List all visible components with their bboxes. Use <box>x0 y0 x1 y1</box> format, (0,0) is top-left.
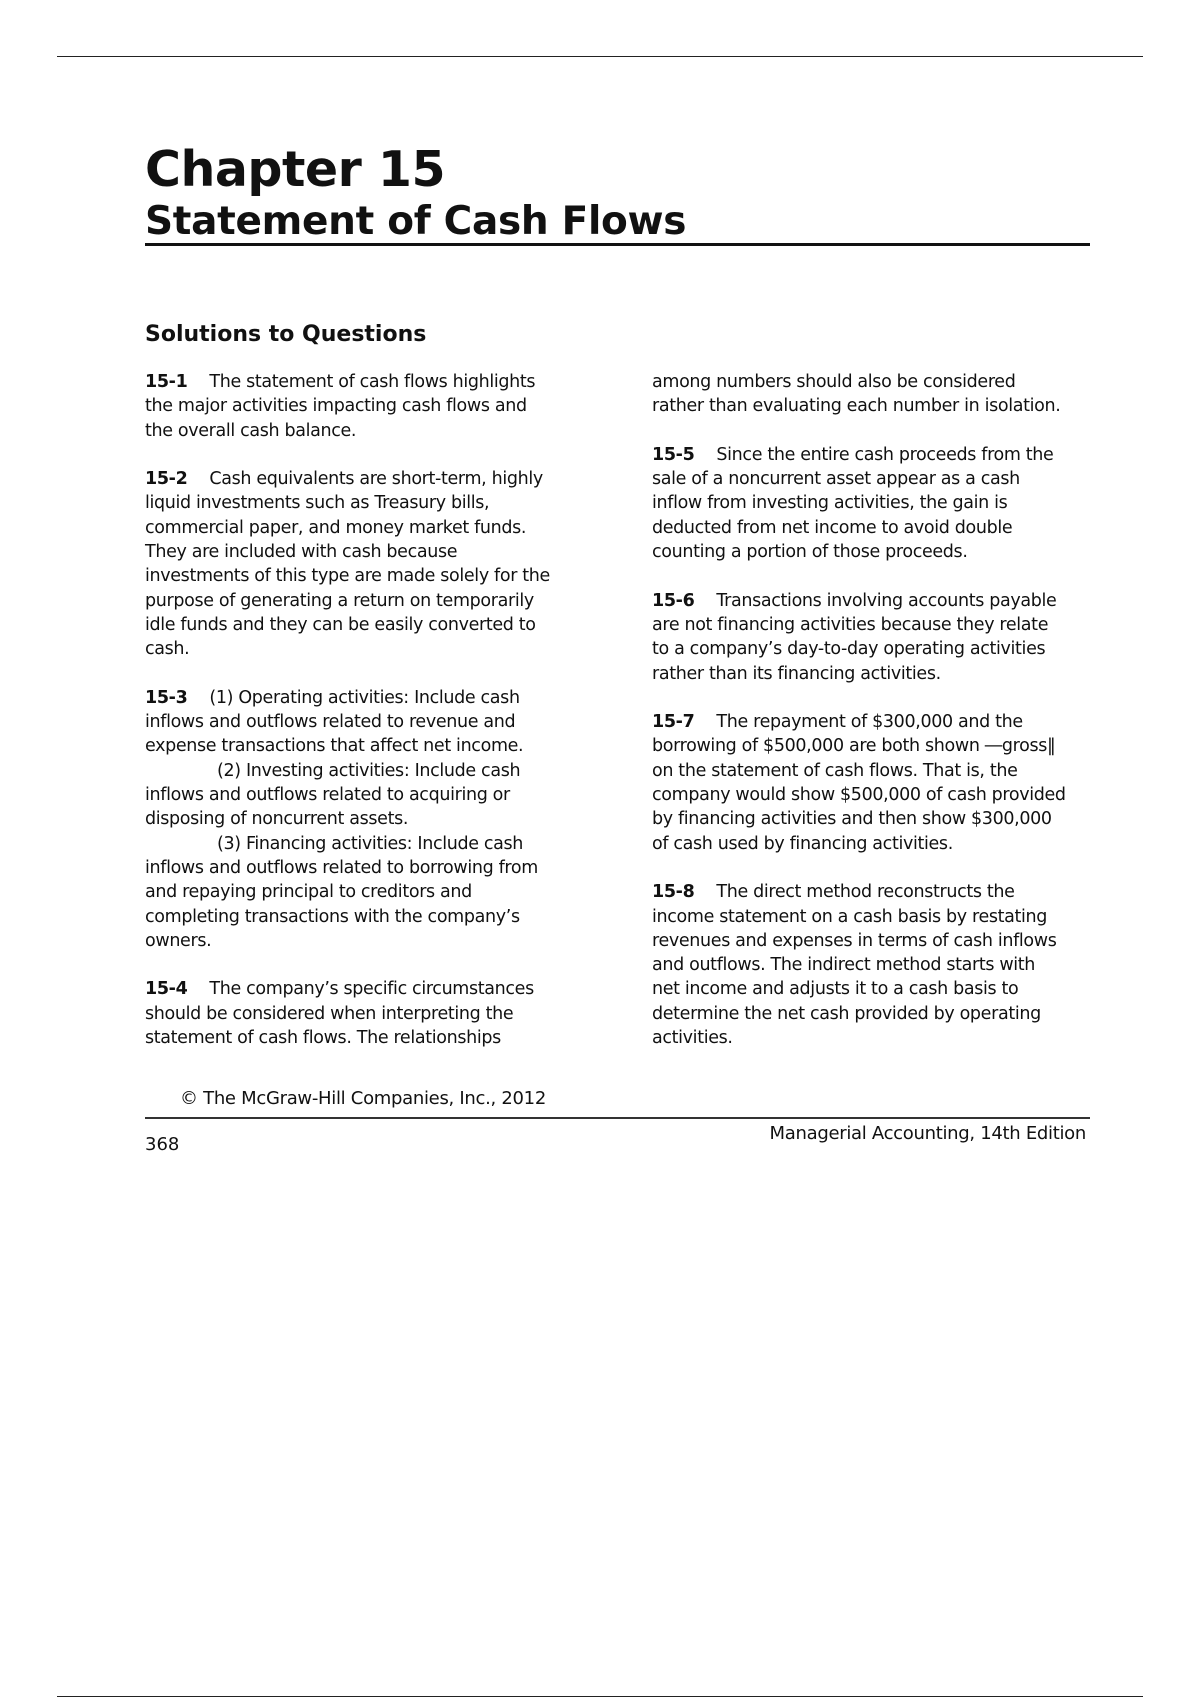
question-number: 15-8 <box>652 882 695 903</box>
answer-line: company would show $500,000 of cash provided <box>652 785 1066 806</box>
question-number: 15-4 <box>145 979 188 1000</box>
answer-line: Cash equivalents are short-term, highly <box>209 469 543 490</box>
answer-line: inflows and outflows related to acquiring or <box>145 785 510 806</box>
answer-line: liquid investments such as Treasury bills, <box>145 493 490 514</box>
answer-line: the major activities impacting cash flows and <box>145 396 527 417</box>
book-title: Managerial Accounting, 14th Edition <box>769 1123 1086 1144</box>
answer-line: The direct method reconstructs the <box>716 882 1015 903</box>
answer-line: They are included with cash because <box>145 542 458 563</box>
answer-line: among numbers should also be considered <box>652 372 1016 392</box>
answer-line: disposing of noncurrent assets. <box>145 809 409 830</box>
question-15-3 <box>145 686 570 953</box>
answer-line: deducted from net income to avoid double <box>652 517 1013 538</box>
answer-line: Since the entire cash proceeds from the <box>716 444 1054 465</box>
question-15-5 <box>652 443 1097 564</box>
answer-line: rather than evaluating each number in isolation. <box>652 396 1061 417</box>
question-15-7 <box>652 710 1097 856</box>
answer-line: sale of a noncurrent asset appear as a cash <box>652 469 1020 490</box>
answer-line: (3) Financing activities: Include cash <box>217 833 524 854</box>
question-15-4 <box>145 977 570 1050</box>
answer-line: by financing activities and then show $300,000 <box>652 809 1052 830</box>
answer-line: on the statement of cash flows. That is, the <box>652 760 1018 781</box>
answer-line: cash. <box>145 639 190 660</box>
question-15-1 <box>145 370 570 443</box>
answer-line: the overall cash balance. <box>145 420 357 441</box>
question-number: 15-1 <box>145 372 188 392</box>
left-column <box>145 370 570 1075</box>
answer-line: The repayment of $300,000 and the <box>716 712 1023 733</box>
answer-line: completing transactions with the company’s <box>145 906 520 927</box>
question-number: 15-6 <box>652 590 695 611</box>
answer-line: should be considered when interpreting the <box>145 1003 514 1024</box>
answer-line: determine the net cash provided by operating <box>652 1003 1041 1024</box>
answer-line: are not financing activities because they relate <box>652 614 1049 635</box>
answer-line: and repaying principal to creditors and <box>145 882 472 903</box>
answer-line: revenues and expenses in terms of cash inflows <box>652 930 1057 951</box>
question-number: 15-2 <box>145 469 188 490</box>
chapter-title: Statement of Cash Flows <box>145 199 687 244</box>
answer-line: The company’s specific circumstances <box>209 979 534 1000</box>
question-15-4-continued <box>652 370 1097 419</box>
answer-line: of cash used by financing activities. <box>652 833 953 854</box>
answer-line: commercial paper, and money market funds. <box>145 517 527 538</box>
answer-line: statement of cash flows. The relationships <box>145 1028 501 1049</box>
answer-line: inflows and outflows related to revenue and <box>145 712 516 733</box>
chapter-number: Chapter 15 <box>145 141 446 198</box>
section-heading: Solutions to Questions <box>145 322 427 347</box>
answer-line: borrowing of $500,000 are both shown ―gross‖ <box>652 736 1056 757</box>
answer-line: activities. <box>652 1028 733 1049</box>
bottom-rule <box>57 1696 1143 1697</box>
answer-line: inflow from investing activities, the gain is <box>652 493 1008 514</box>
answer-line: to a company’s day-to-day operating activities <box>652 639 1046 660</box>
question-number: 15-7 <box>652 712 695 733</box>
question-number: 15-5 <box>652 444 695 465</box>
answer-line: Transactions involving accounts payable <box>716 590 1057 611</box>
question-15-2 <box>145 467 570 661</box>
copyright-notice: © The McGraw-Hill Companies, Inc., 2012 <box>180 1088 546 1109</box>
answer-line: and outflows. The indirect method starts with <box>652 955 1036 976</box>
answer-line: owners. <box>145 930 212 951</box>
top-rule <box>57 56 1143 57</box>
title-underline <box>145 243 1090 246</box>
question-number: 15-3 <box>145 687 188 708</box>
question-15-6 <box>652 589 1097 686</box>
answer-line: rather than its financing activities. <box>652 663 941 684</box>
answer-line: net income and adjusts it to a cash basis to <box>652 979 1019 1000</box>
answer-line: idle funds and they can be easily converted to <box>145 614 536 635</box>
answer-line: investments of this type are made solely for the <box>145 566 550 587</box>
answer-line: (2) Investing activities: Include cash <box>217 760 521 781</box>
answer-line: The statement of cash flows highlights <box>209 372 536 392</box>
answer-line: inflows and outflows related to borrowing from <box>145 857 538 878</box>
answer-line: (1) Operating activities: Include cash <box>209 687 520 708</box>
right-column <box>652 370 1097 1075</box>
question-15-8 <box>652 880 1097 1050</box>
answer-line: counting a portion of those proceeds. <box>652 542 968 563</box>
answer-line: purpose of generating a return on temporarily <box>145 590 534 611</box>
answer-line: income statement on a cash basis by restating <box>652 906 1048 927</box>
answer-line: expense transactions that affect net income. <box>145 736 524 757</box>
page-number: 368 <box>145 1134 180 1155</box>
footer-rule <box>145 1117 1090 1119</box>
